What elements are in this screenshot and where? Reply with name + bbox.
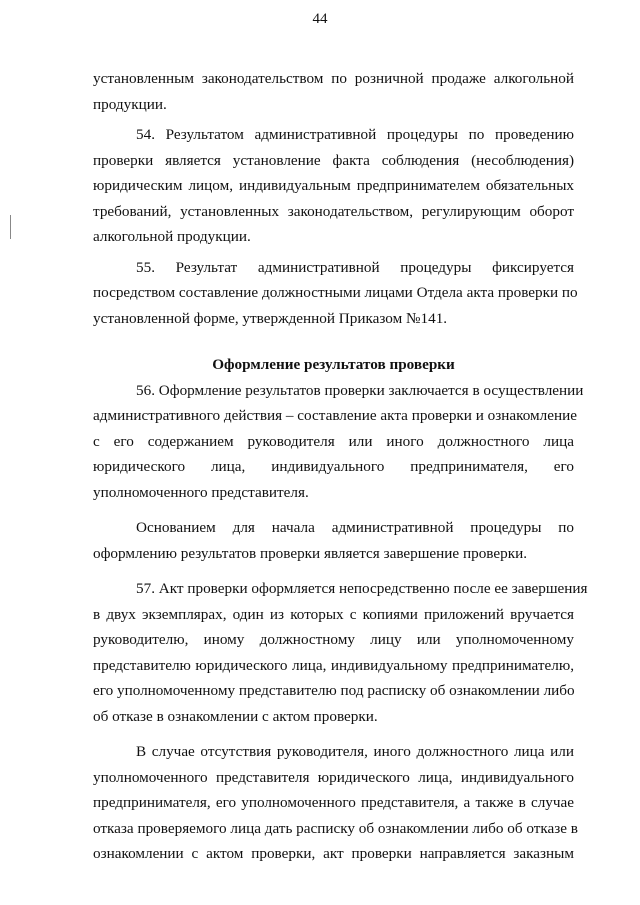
text-line: представителю юридического лица, индивидуальному предпринимателю, bbox=[93, 656, 574, 674]
text-line: административного действия – составление акта проверки и ознакомление bbox=[93, 407, 577, 424]
text-line: об отказе в ознакомлении с актом проверки. bbox=[93, 707, 378, 725]
paragraph bbox=[93, 66, 574, 117]
text-line: уполномоченного представителя юридического лица, индивидуального bbox=[93, 768, 574, 786]
text-line: установленным законодательством по розничной продаже алкогольной bbox=[93, 70, 574, 87]
text-line: посредством составление должностными лицами Отдела акта проверки по bbox=[93, 284, 578, 301]
paragraph bbox=[93, 739, 578, 867]
section-heading: Оформление результатов проверки bbox=[212, 356, 455, 373]
text-line: предпринимателя, его уполномоченного представителя, а также в случае bbox=[93, 794, 574, 811]
text-line: руководителю, иному должностному лицу или уполномоченному bbox=[93, 631, 574, 648]
paragraph bbox=[93, 122, 574, 250]
text-line: требований, установленных законодательством, регулирующим оборот bbox=[93, 202, 574, 220]
text-line: его уполномоченному представителю под расписку об ознакомлении либо bbox=[93, 682, 575, 699]
text-line: оформлению результатов проверки является завершение проверки. bbox=[93, 544, 528, 562]
page-number: 44 bbox=[312, 11, 328, 27]
text-line: Основанием для начала административной процедуры по bbox=[136, 519, 574, 536]
paragraph bbox=[93, 515, 574, 566]
text-line: отказа проверяемого лица дать расписку об ознакомлении либо об отказе в bbox=[93, 819, 578, 837]
text-line: В случае отсутствия руководителя, иного должностного лица или bbox=[136, 743, 574, 760]
text-line: 54. Результатом административной процедуры по проведению bbox=[136, 126, 574, 143]
text-line: установленной форме, утвержденной Приказом №141. bbox=[93, 309, 448, 327]
text-line: 56. Оформление результатов проверки заключается в осуществлении bbox=[136, 381, 584, 399]
text-line: 55. Результат административной процедуры фиксируется bbox=[136, 258, 574, 276]
text-line: юридическим лицом, индивидуальным предпринимателем обязательных bbox=[93, 177, 574, 194]
text-line: алкогольной продукции. bbox=[93, 228, 251, 245]
text-line: проверки является установление факта соблюдения (несоблюдения) bbox=[93, 151, 574, 169]
text-line: ознакомлении с актом проверки, акт проверки направляется заказным bbox=[93, 845, 574, 862]
text-line: 57. Акт проверки оформляется непосредственно после ее завершения bbox=[136, 580, 588, 597]
paragraph bbox=[93, 255, 578, 332]
text-line: уполномоченного представителя. bbox=[93, 483, 309, 501]
paragraph bbox=[93, 378, 584, 506]
text-line: юридического лица, индивидуального предпринимателя, его bbox=[93, 458, 574, 475]
text-line: в двух экземплярах, один из которых с копиями приложений вручается bbox=[93, 605, 574, 623]
text-line: продукции. bbox=[93, 95, 167, 113]
document-body bbox=[93, 66, 588, 867]
scan-mark bbox=[10, 215, 11, 239]
text-line: с его содержанием руководителя или иного должностного лица bbox=[93, 432, 574, 450]
paragraph bbox=[93, 576, 588, 729]
